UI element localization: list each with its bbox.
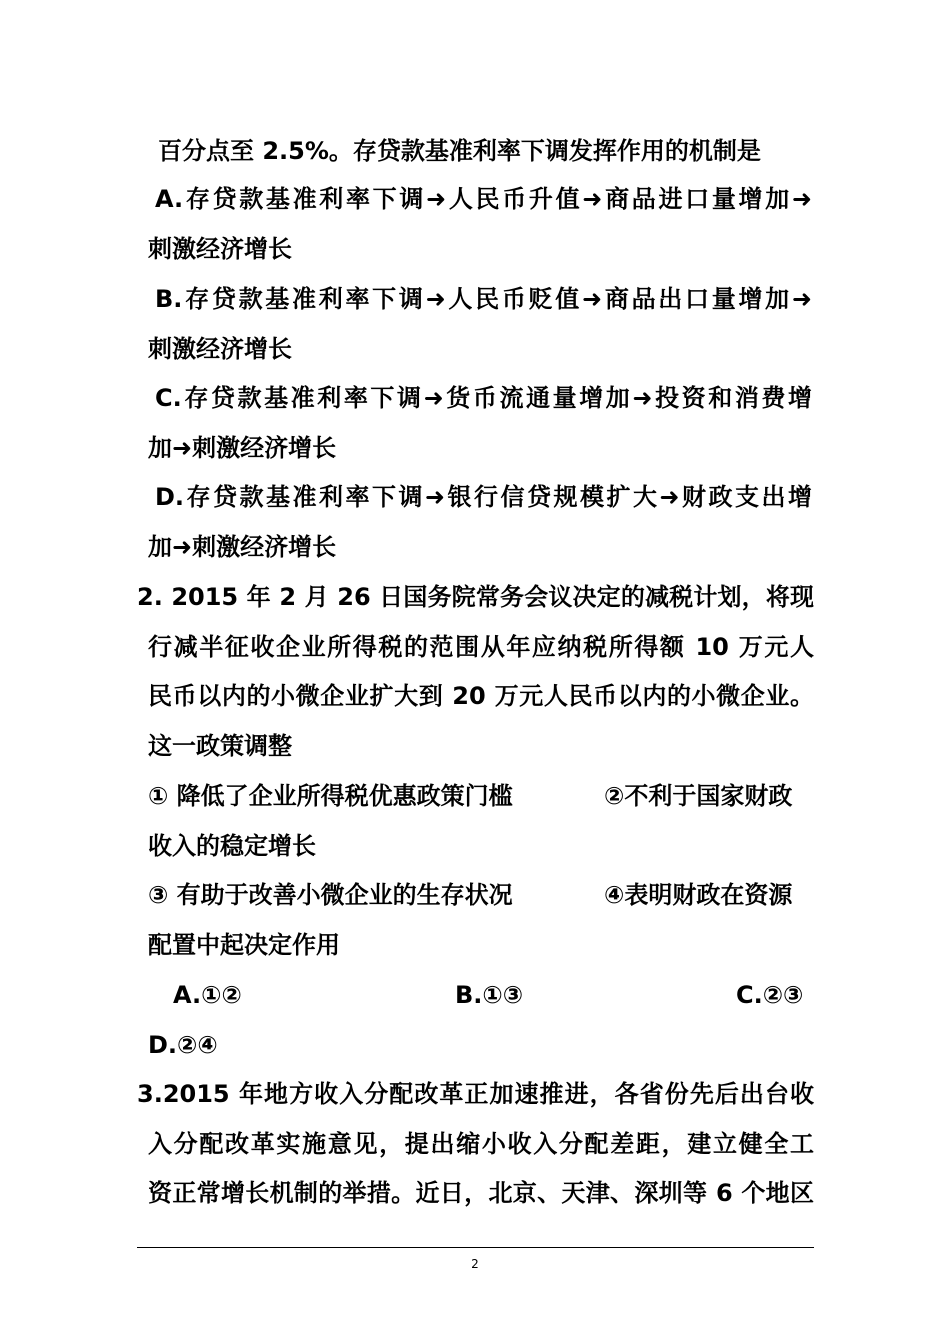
q2-choice-b: B.①③ (455, 981, 524, 1009)
q2-item-2: ②不利于国家财政 (604, 782, 793, 810)
q2-stem-line4: 这一政策调整 (148, 732, 292, 760)
page-number: 2 (471, 1257, 479, 1271)
q1-option-b-line1: B.存贷款基准利率下调➜人民币贬值➜商品出口量增加➜ (155, 285, 812, 313)
q3-stem-line1: 3.2015 年地方收入分配改革正加速推进，各省份先后出台收 (137, 1080, 814, 1108)
q2-item-4-continued: 配置中起决定作用 (148, 931, 340, 959)
q2-item-3: ③ 有助于改善小微企业的生存状况 (148, 881, 513, 909)
q3-stem-line2: 入分配改革实施意见，提出缩小收入分配差距，建立健全工 (148, 1130, 814, 1158)
q2-stem-line2: 行减半征收企业所得税的范围从年应纳税所得额 10 万元人 (148, 633, 814, 661)
q2-choice-d: D.②④ (148, 1031, 218, 1059)
q1-option-d-line1: D.存贷款基准利率下调➜银行信贷规模扩大➜财政支出增 (155, 483, 812, 511)
q2-stem-line1: 2. 2015 年 2 月 26 日国务院常务会议决定的减税计划，将现 (137, 583, 814, 611)
q2-item-4: ④表明财政在资源 (604, 881, 793, 909)
q2-item-2-continued: 收入的稳定增长 (148, 832, 316, 860)
q1-option-c-line1: C.存贷款基准利率下调➜货币流通量增加➜投资和消费增 (155, 384, 812, 412)
q1-stem-tail: 百分点至 2.5%。存贷款基准利率下调发挥作用的机制是 (158, 137, 761, 165)
q2-choice-a: A.①② (173, 981, 242, 1009)
q1-option-c-line2: 加➜刺激经济增长 (148, 434, 337, 462)
q1-option-a-line1: A.存贷款基准利率下调➜人民币升值➜商品进口量增加➜ (155, 185, 812, 213)
q1-option-a-line2: 刺激经济增长 (148, 235, 292, 263)
q2-stem-line3: 民币以内的小微企业扩大到 20 万元人民币以内的小微企业。 (148, 682, 814, 710)
footer-divider (137, 1247, 814, 1248)
q1-option-b-line2: 刺激经济增长 (148, 335, 292, 363)
q3-stem-line3: 资正常增长机制的举措。近日，北京、天津、深圳等 6 个地区 (148, 1179, 814, 1207)
q1-option-d-line2: 加➜刺激经济增长 (148, 533, 337, 561)
q2-choice-c: C.②③ (736, 981, 804, 1009)
q2-item-1: ① 降低了企业所得税优惠政策门槛 (148, 782, 513, 810)
